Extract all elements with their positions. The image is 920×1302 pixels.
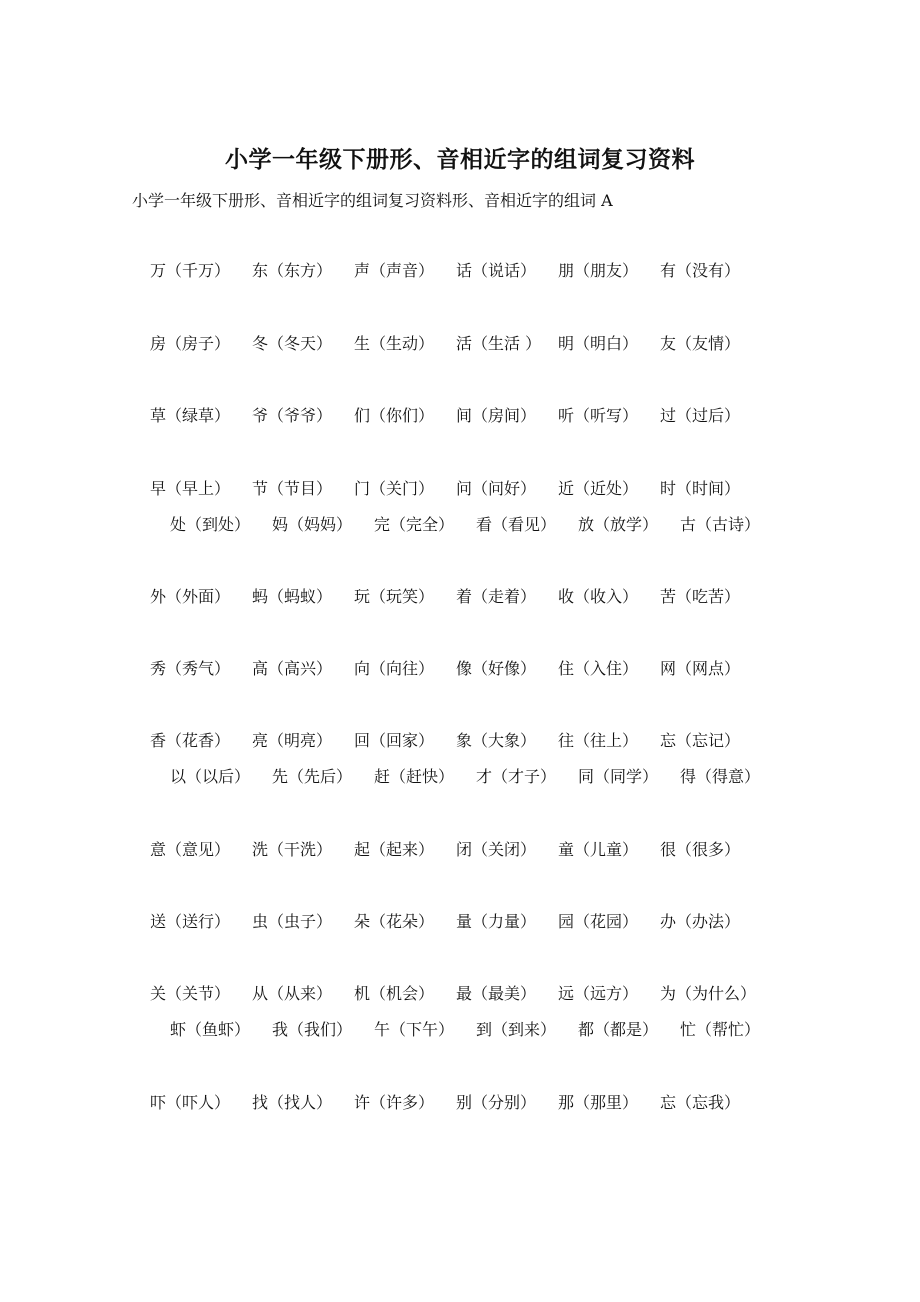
word-entry: 苦（吃苦） (660, 587, 741, 606)
word-entry: 早（早上） (150, 479, 231, 498)
word-entry: 虾（鱼虾） (170, 1020, 251, 1039)
word-entry: 闭（关闭） (456, 840, 537, 859)
word-entry: 生（生动） (354, 334, 435, 353)
word-entry: 间（房间） (456, 406, 537, 425)
word-entry: 赶（赶快） (374, 767, 455, 786)
word-entry: 朋（朋友） (558, 261, 639, 280)
word-entry: 外（外面） (150, 587, 231, 606)
word-entry: 万（千万） (150, 261, 231, 280)
word-entry: 玩（玩笑） (354, 587, 435, 606)
word-entry: 同（同学） (578, 767, 659, 786)
word-entry: 园（花园） (558, 912, 639, 931)
word-entry: 得（得意） (680, 767, 761, 786)
word-entry: 亮（明亮） (252, 731, 333, 750)
word-entry: 处（到处） (170, 515, 251, 534)
word-entry: 过（过后） (660, 406, 741, 425)
word-entry: 起（起来） (354, 840, 435, 859)
word-entry: 很（很多） (660, 840, 741, 859)
word-entry: 收（收入） (558, 587, 639, 606)
word-entry: 蚂（蚂蚁） (252, 587, 333, 606)
word-entry: 远（远方） (558, 984, 639, 1003)
word-entry: 忘（忘我） (660, 1093, 741, 1112)
word-entry: 忙（帮忙） (680, 1020, 761, 1039)
word-entry: 别（分别） (456, 1093, 537, 1112)
word-entry: 听（听写） (558, 406, 639, 425)
word-entry: 明（明白） (558, 334, 639, 353)
word-entry: 们（你们） (354, 406, 435, 425)
word-entry: 友（友情） (660, 334, 741, 353)
word-entry: 有（没有） (660, 261, 741, 280)
word-entry: 着（走着） (456, 587, 537, 606)
word-entry: 我（我们） (272, 1020, 353, 1039)
word-entry: 办（办法） (660, 912, 741, 931)
word-entry: 节（节目） (252, 479, 333, 498)
word-entry: 高（高兴） (252, 659, 333, 678)
word-entry: 虫（虫子） (252, 912, 333, 931)
word-entry: 住（入住） (558, 659, 639, 678)
word-entry: 朵（花朵） (354, 912, 435, 931)
word-entry: 象（大象） (456, 731, 537, 750)
word-entry: 都（都是） (578, 1020, 659, 1039)
word-entry: 机（机会） (354, 984, 435, 1003)
word-entry: 从（从来） (252, 984, 333, 1003)
word-entry: 吓（吓人） (150, 1093, 231, 1112)
word-entry: 香（花香） (150, 731, 231, 750)
word-entry: 声（声音） (354, 261, 435, 280)
word-entry: 那（那里） (558, 1093, 639, 1112)
word-entry: 草（绿草） (150, 406, 231, 425)
page-subtitle: 小学一年级下册形、音相近字的组词复习资料形、音相近字的组词 A (132, 191, 613, 210)
word-entry: 门（关门） (354, 479, 435, 498)
word-entry: 妈（妈妈） (272, 515, 353, 534)
word-entry: 完（完全） (374, 515, 455, 534)
word-entry: 古（古诗） (680, 515, 761, 534)
word-entry: 量（力量） (456, 912, 537, 931)
word-entry: 到（到来） (476, 1020, 557, 1039)
word-entry: 话（说话） (456, 261, 537, 280)
word-entry: 以（以后） (170, 767, 251, 786)
word-entry: 意（意见） (150, 840, 231, 859)
word-entry: 回（回家） (354, 731, 435, 750)
word-entry: 为（为什么） (660, 984, 757, 1003)
word-entry: 许（许多） (354, 1093, 435, 1112)
word-entry: 关（关节） (150, 984, 231, 1003)
word-entry: 找（找人） (252, 1093, 333, 1112)
word-entry: 秀（秀气） (150, 659, 231, 678)
word-entry: 先（先后） (272, 767, 353, 786)
word-entry: 网（网点） (660, 659, 741, 678)
page-title: 小学一年级下册形、音相近字的组词复习资料 (225, 146, 695, 173)
word-entry: 童（儿童） (558, 840, 639, 859)
word-entry: 东（东方） (252, 261, 333, 280)
word-entry: 忘（忘记） (660, 731, 741, 750)
word-entry: 爷（爷爷） (252, 406, 333, 425)
word-entry: 才（才子） (476, 767, 557, 786)
word-entry: 活（生活 ） (456, 334, 542, 353)
word-entry: 冬（冬天） (252, 334, 333, 353)
word-entry: 最（最美） (456, 984, 537, 1003)
word-entry: 洗（干洗） (252, 840, 333, 859)
word-entry: 时（时间） (660, 479, 741, 498)
word-entry: 放（放学） (578, 515, 659, 534)
word-entry: 看（看见） (476, 515, 557, 534)
word-entry: 房（房子） (150, 334, 231, 353)
word-entry: 送（送行） (150, 912, 231, 931)
word-entry: 向（向往） (354, 659, 435, 678)
word-entry: 问（问好） (456, 479, 537, 498)
word-entry: 近（近处） (558, 479, 639, 498)
word-entry: 午（下午） (374, 1020, 455, 1039)
word-entry: 像（好像） (456, 659, 537, 678)
word-entry: 往（往上） (558, 731, 639, 750)
